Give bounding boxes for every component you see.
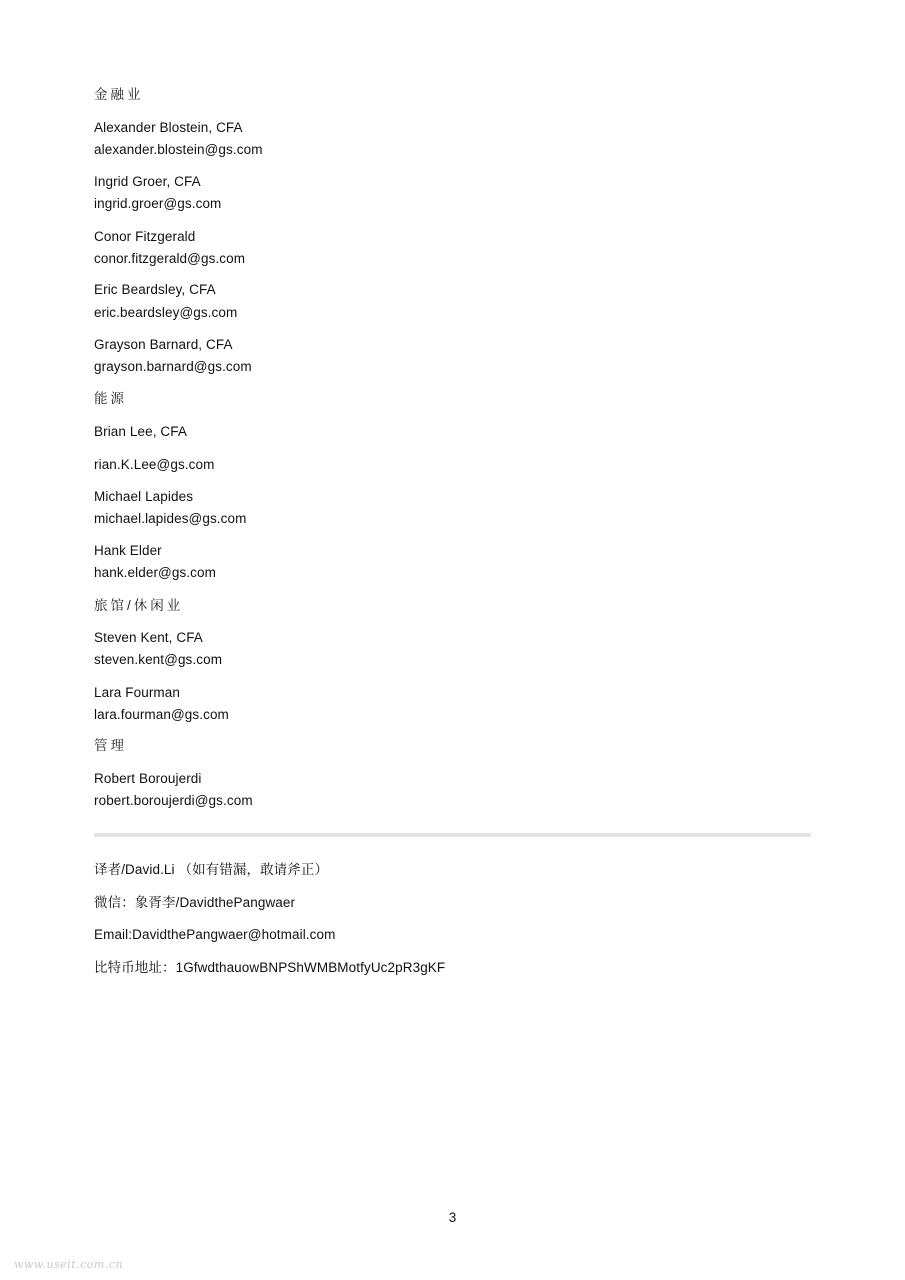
section-heading-energy: 能源 — [94, 391, 127, 406]
section-divider — [94, 833, 811, 837]
wechat-line: 微信：象胥李/DavidthePangwaer — [94, 895, 296, 910]
contact-name: Steven Kent, CFA — [94, 630, 203, 645]
contact-name: Brian Lee, CFA — [94, 424, 187, 439]
contact-name: Robert Boroujerdi — [94, 771, 202, 786]
contact-name: Conor Fitzgerald — [94, 229, 196, 244]
contact-name: Ingrid Groer, CFA — [94, 174, 201, 189]
contact-email: steven.kent@gs.com — [94, 652, 223, 667]
contact-email: eric.beardsley@gs.com — [94, 305, 238, 320]
contact-email: michael.lapides@gs.com — [94, 511, 247, 526]
contact-name: Michael Lapides — [94, 489, 194, 504]
contact-email: ingrid.groer@gs.com — [94, 196, 222, 211]
footer-email: Email:DavidthePangwaer@hotmail.com — [94, 927, 336, 942]
contact-name: Alexander Blostein, CFA — [94, 120, 243, 135]
page-number: 3 — [448, 1210, 457, 1225]
contact-name: Lara Fourman — [94, 685, 180, 700]
contact-name: Hank Elder — [94, 543, 162, 558]
contact-email: alexander.blostein@gs.com — [94, 142, 263, 157]
contact-email: lara.fourman@gs.com — [94, 707, 229, 722]
section-heading-lodging: 旅馆/休闲业 — [94, 598, 184, 613]
contact-email: rian.K.Lee@gs.com — [94, 457, 215, 472]
contact-email: hank.elder@gs.com — [94, 565, 216, 580]
contact-email: grayson.barnard@gs.com — [94, 359, 252, 374]
contact-name: Eric Beardsley, CFA — [94, 282, 216, 297]
watermark: www.useit.com.cn — [14, 1258, 124, 1271]
contact-email: robert.boroujerdi@gs.com — [94, 793, 253, 808]
bitcoin-address: 比特币地址：1GfwdthauowBNPShWMBMotfyUc2pR3gKF — [94, 960, 446, 975]
section-heading-management: 管理 — [94, 738, 127, 753]
contact-name: Grayson Barnard, CFA — [94, 337, 233, 352]
section-heading-financials: 金融业 — [94, 87, 144, 102]
contact-email: conor.fitzgerald@gs.com — [94, 251, 246, 266]
translator-credit: 译者/David.Li （如有错漏，敢请斧正） — [94, 862, 329, 877]
